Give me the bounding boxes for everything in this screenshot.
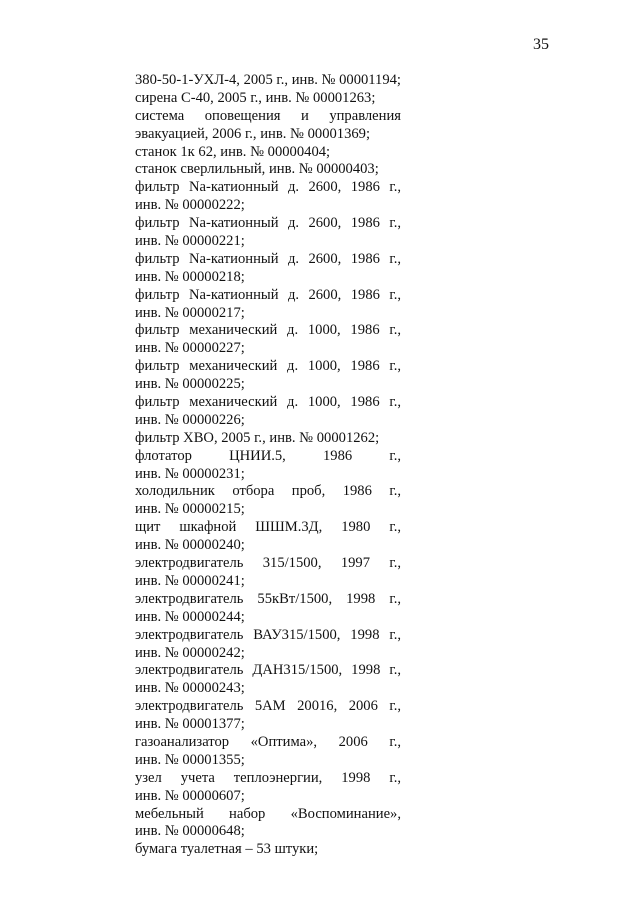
text-line: узел учета теплоэнергии, 1998 г., xyxy=(135,769,401,786)
text-line: система оповещения и управления xyxy=(135,107,401,124)
inventory-list xyxy=(135,72,401,859)
text-line: фильтр Na-катионный д. 2600, 1986 г., xyxy=(135,179,401,196)
text-line: инв. № 00000225; xyxy=(135,376,245,393)
text-line: инв. № 00000648; xyxy=(135,823,245,840)
text-line: станок сверлильный, инв. № 00000403; xyxy=(135,161,379,178)
text-line: электродвигатель ВАУ315/1500, 1998 г., xyxy=(135,626,401,643)
text-line: инв. № 00000215; xyxy=(135,501,245,518)
text-line: фильтр Na-катионный д. 2600, 1986 г., xyxy=(135,286,401,303)
text-line: сирена С-40, 2005 г., инв. № 00001263; xyxy=(135,89,376,106)
text-line: электродвигатель 5АМ 20016, 2006 г., xyxy=(135,698,401,715)
text-line: газоанализатор «Оптима», 2006 г., xyxy=(135,733,401,750)
page-number: 35 xyxy=(533,36,549,53)
text-line: инв. № 00000217; xyxy=(135,304,245,321)
text-line: инв. № 00000607; xyxy=(135,787,245,804)
text-line: инв. № 00000218; xyxy=(135,268,245,285)
text-line: электродвигатель 55кВт/1500, 1998 г., xyxy=(135,590,401,607)
text-line: инв. № 00000243; xyxy=(135,680,245,697)
text-line: инв. № 00000227; xyxy=(135,340,245,357)
text-line: инв. № 00001377; xyxy=(135,716,245,733)
text-line: фильтр ХВО, 2005 г., инв. № 00001262; xyxy=(135,429,380,446)
text-line: инв. № 00000240; xyxy=(135,537,245,554)
text-line: инв. № 00000244; xyxy=(135,608,245,625)
text-line: бумага туалетная – 53 штуки; xyxy=(135,841,319,858)
text-line: фильтр механический д. 1000, 1986 г., xyxy=(135,322,401,339)
text-line: инв. № 00001355; xyxy=(135,751,245,768)
text-line: станок 1к 62, инв. № 00000404; xyxy=(135,143,331,160)
text-line: инв. № 00000221; xyxy=(135,233,245,250)
text-line: инв. № 00000231; xyxy=(135,465,245,482)
text-line: фильтр механический д. 1000, 1986 г., xyxy=(135,358,401,375)
text-line: фильтр механический д. 1000, 1986 г., xyxy=(135,394,401,411)
text-line: 380-50-1-УХЛ-4, 2005 г., инв. № 00001194; xyxy=(135,72,401,88)
text-line: электродвигатель 315/1500, 1997 г., xyxy=(135,555,401,572)
text-line: мебельный набор «Воспоминание», xyxy=(135,805,401,822)
text-line: фильтр Na-катионный д. 2600, 1986 г., xyxy=(135,250,401,267)
text-line: инв. № 00000242; xyxy=(135,644,245,661)
text-line: флотатор ЦНИИ.5, 1986 г., xyxy=(135,447,401,464)
text-line: фильтр Na-катионный д. 2600, 1986 г., xyxy=(135,215,401,232)
text-line: эвакуацией, 2006 г., инв. № 00001369; xyxy=(135,125,371,142)
text-line: холодильник отбора проб, 1986 г., xyxy=(135,483,401,500)
text-line: инв. № 00000226; xyxy=(135,411,245,428)
text-line: электродвигатель ДАН315/1500, 1998 г., xyxy=(135,662,401,679)
text-line: щит шкафной ШШМ.3Д, 1980 г., xyxy=(135,519,401,536)
text-line: инв. № 00000241; xyxy=(135,572,245,589)
text-line: инв. № 00000222; xyxy=(135,197,245,214)
